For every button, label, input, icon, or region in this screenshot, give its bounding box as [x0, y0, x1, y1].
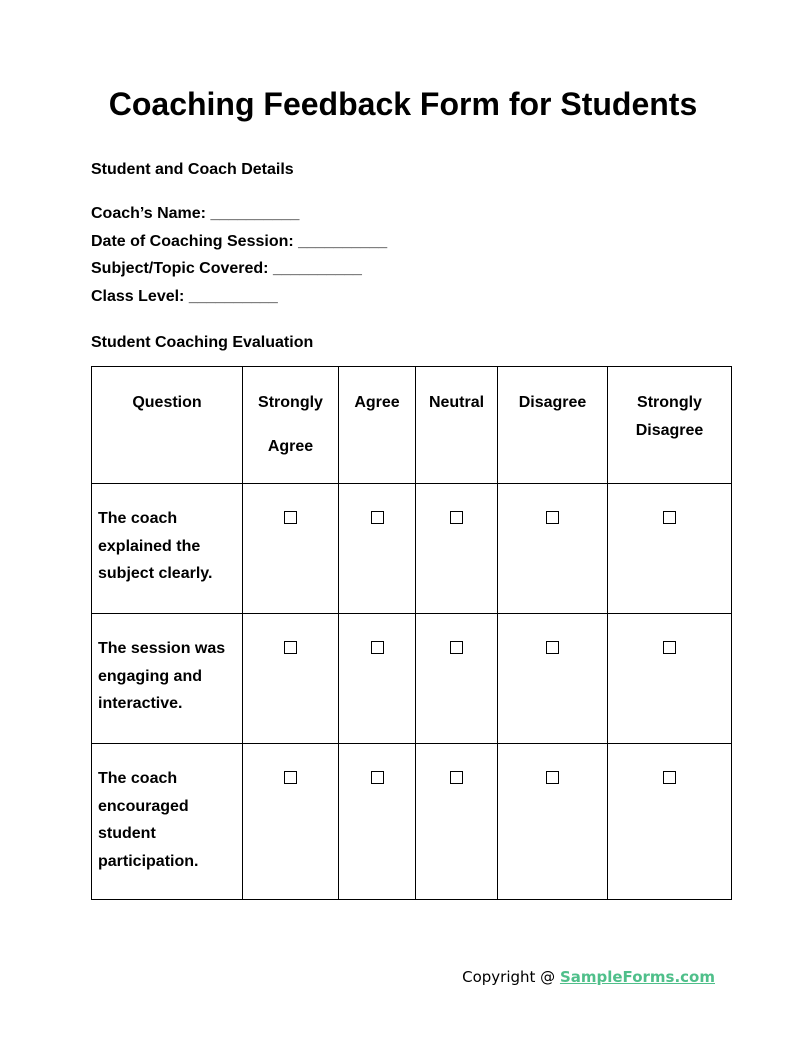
- details-fields: [91, 200, 387, 311]
- sampleforms-link[interactable]: SampleForms.com: [559, 968, 715, 986]
- header-text: Agree: [267, 438, 314, 455]
- copyright-text: Copyright @: [462, 968, 560, 986]
- evaluation-table: [91, 366, 732, 900]
- header-neutral: Neutral: [416, 367, 498, 484]
- header-question: Question: [92, 367, 243, 484]
- section-heading-details: Student and Coach Details: [91, 161, 294, 178]
- checkbox[interactable]: [450, 511, 463, 524]
- field-session-date[interactable]: [91, 228, 387, 256]
- field-label: Coach’s Name:: [91, 205, 206, 222]
- checkbox[interactable]: [371, 641, 384, 654]
- header-strongly-disagree: Strongly Disagree: [608, 367, 732, 484]
- header-agree: Agree: [339, 367, 416, 484]
- checkbox[interactable]: [546, 641, 559, 654]
- checkbox[interactable]: [546, 511, 559, 524]
- page-title: Coaching Feedback Form for Students: [108, 86, 698, 122]
- checkbox[interactable]: [371, 771, 384, 784]
- table-row: [92, 744, 732, 900]
- table-row: [92, 614, 732, 744]
- field-blank[interactable]: __________: [298, 232, 388, 250]
- field-blank[interactable]: __________: [188, 288, 278, 306]
- field-label: Date of Coaching Session:: [91, 232, 294, 250]
- checkbox[interactable]: [450, 771, 463, 784]
- table-row: [92, 484, 732, 614]
- field-label: Subject/Topic Covered:: [91, 260, 269, 278]
- question-cell: The coach explained the subject clearly.: [92, 484, 243, 614]
- checkbox[interactable]: [450, 641, 463, 654]
- question-cell: The session was engaging and interactive.: [92, 614, 243, 744]
- table-header-row: [92, 367, 732, 484]
- checkbox[interactable]: [663, 511, 676, 524]
- header-text: Strongly: [258, 394, 323, 411]
- field-label: Class Level:: [91, 288, 185, 306]
- copyright-footer: [462, 968, 715, 986]
- checkbox[interactable]: [284, 511, 297, 524]
- question-cell: The coach encouraged student participation.: [92, 744, 243, 900]
- header-strongly-agree: [243, 367, 339, 484]
- checkbox[interactable]: [284, 641, 297, 654]
- section-heading-evaluation: Student Coaching Evaluation: [91, 334, 314, 351]
- header-disagree: Disagree: [498, 367, 608, 484]
- checkbox[interactable]: [663, 771, 676, 784]
- checkbox[interactable]: [663, 641, 676, 654]
- field-coach-name[interactable]: [91, 200, 387, 228]
- field-class-level[interactable]: [91, 283, 387, 311]
- checkbox[interactable]: [284, 771, 297, 784]
- field-blank[interactable]: __________: [210, 205, 300, 222]
- field-blank[interactable]: __________: [272, 260, 362, 278]
- checkbox[interactable]: [371, 511, 384, 524]
- checkbox[interactable]: [546, 771, 559, 784]
- field-subject[interactable]: [91, 255, 387, 283]
